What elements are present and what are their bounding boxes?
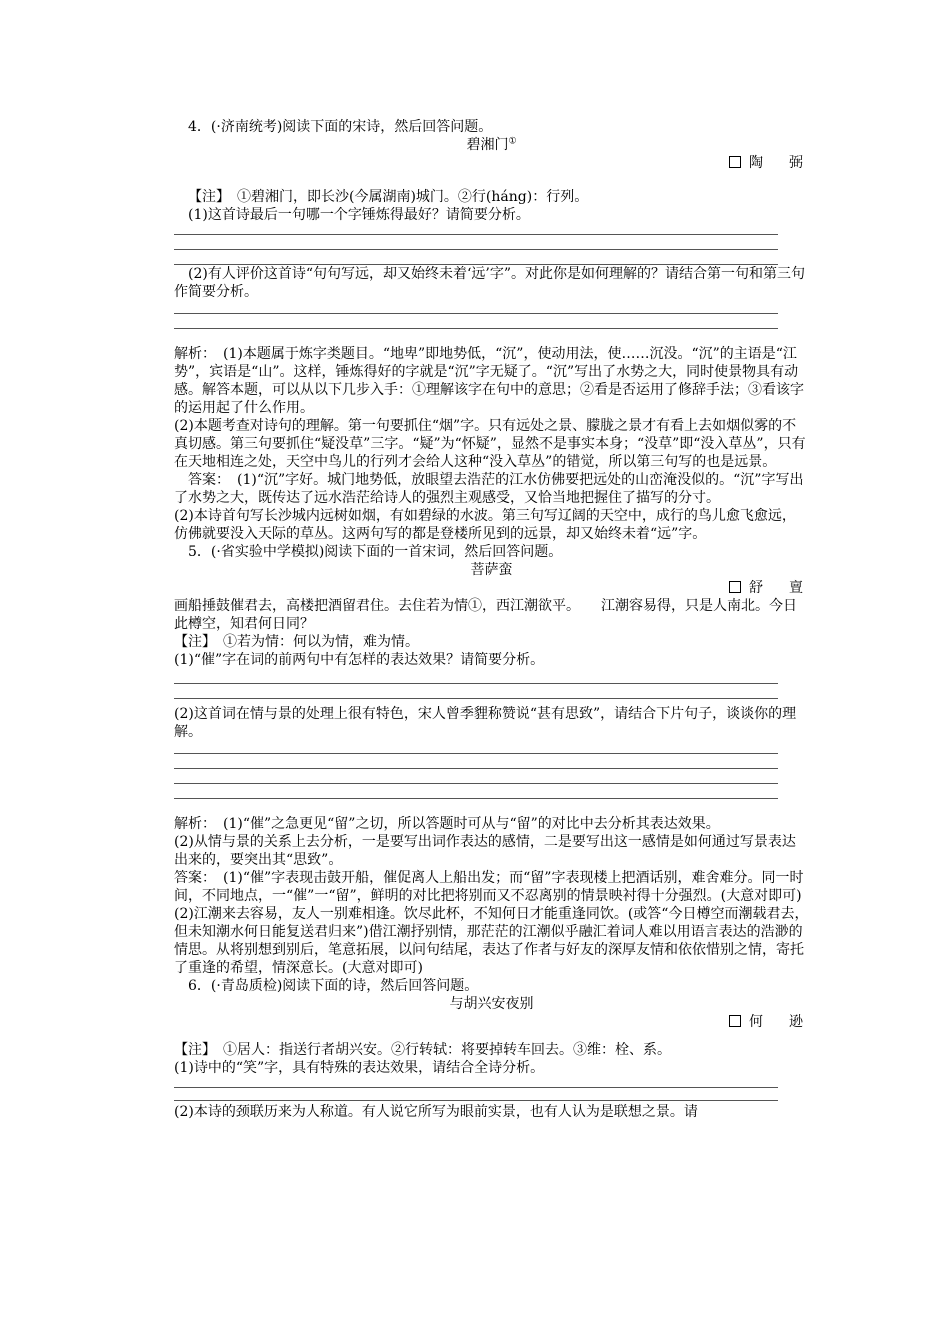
q5-poem-title: 菩萨蛮 bbox=[470, 562, 513, 578]
answer-line[interactable] bbox=[174, 683, 778, 684]
answer-line[interactable] bbox=[174, 783, 778, 784]
q5-note: 【注】 ①若为情：何以为情，难为情。 bbox=[174, 634, 419, 650]
author-box-icon bbox=[729, 581, 741, 593]
q6-poem-title: 与胡兴安夜别 bbox=[449, 996, 534, 1012]
q6-intro: 6．(·青岛质检)阅读下面的诗，然后回答问题。 bbox=[188, 978, 479, 994]
q5-answer2: (2)江潮来去容易，友人一别难相逢。饮尽此杯，不知何日才能重逢同饮。(或答“今日樽空而潮载君去，但未知潮水何日能复送君归来”)借江潮抒别情，那茫茫的江潮似乎融汇着词人难以用语言表达的浩渺的情思。从将别想到别后，笔意拓展，以问句结尾，表达了作者与好友的深厚友情和依依惜别之情，寄托了重逢的希望，情深意长。(大意对即可) bbox=[174, 906, 809, 976]
q5-poem: 画船捶鼓催君去，高楼把酒留君住。去住若为情①，西江潮欲平。 江潮容易得，只是人南北。今日此樽空，知君何日同？ bbox=[174, 598, 797, 632]
answer-line[interactable] bbox=[174, 313, 778, 314]
q5-answer1: 答案： (1)“催”字表现击鼓开船，催促离人上船出发；而“留”字表现楼上把酒话别，难舍难分。同一时间，不同地点，一“催”一“留”，鲜明的对比把将别而又不忍离别的情景映衬得十分强烈。(大意对即可) bbox=[174, 870, 804, 904]
answer-line[interactable] bbox=[174, 1100, 778, 1101]
q4-note: 【注】 ①碧湘门，即长沙(今属湖南)城门。②行(háng)：行列。 bbox=[188, 189, 589, 205]
q6-sub1: (1)诗中的“笑”字，具有特殊的表达效果，请结合全诗分析。 bbox=[174, 1060, 545, 1076]
answer-line[interactable] bbox=[174, 753, 778, 754]
q4-author: 陶 弼 bbox=[174, 154, 809, 172]
q4-analysis2: (2)本题考查对诗句的理解。第一句要抓住“烟”字。只有远处之景、朦胧之景才有看上去如烟似雾的不真切感。第三句要抓住“疑没草”三字。“疑”为“怀疑”，显然不是事实本身；“没草”即“没入草丛”，只有在天地相连之处，天空中鸟儿的行列才会给人这种“没入草丛”的错觉，所以第三句写的也是远景。 bbox=[174, 418, 806, 470]
q5-sub1: (1)“催”字在词的前两句中有怎样的表达效果？请简要分析。 bbox=[174, 652, 545, 668]
q4-poem-title: 碧湘门① bbox=[466, 136, 517, 153]
answer-line[interactable] bbox=[174, 249, 778, 250]
q4-analysis1: 解析： (1)本题属于炼字类题目。“地卑”即地势低，“沉”，使动用法，使……沉没。“沉”的主语是“江势”，宾语是“山”。这样，锤炼得好的字就是“沉”字无疑了。“沉”写出了水势之大，同时使景物具有动感。解答本题，可以从以下几步入手：①理解该字在句中的意思；②看是否运用了修辞手法；③看该字的运用起了什么作用。 bbox=[174, 346, 804, 416]
q5-analysis2: (2)从情与景的关系上去分析，一是要写出词作表达的感情，二是要写出这一感情是如何通过写景表达出来的，要突出其“思致”。 bbox=[174, 834, 796, 868]
author-box-icon bbox=[729, 1015, 741, 1027]
author-box-icon bbox=[729, 156, 741, 168]
q5-analysis1: 解析： (1)“催”之急更见“留”之切，所以答题时可从与“留”的对比中去分析其表达效果。 bbox=[174, 816, 720, 832]
q6-author: 何 逊 bbox=[174, 1013, 809, 1031]
q4-sub2: (2)有人评价这首诗“句句写远，却又始终未着‘远’字”。对此你是如何理解的？请结合第一句和第三句作简要分析。 bbox=[174, 266, 806, 300]
answer-line[interactable] bbox=[174, 698, 778, 699]
q6-note: 【注】 ①居人：指送行者胡兴安。②行转轼：将要掉转车回去。③维：栓、系。 bbox=[174, 1042, 671, 1058]
q5-intro: 5．(·省实验中学模拟)阅读下面的一首宋词，然后回答问题。 bbox=[188, 544, 563, 560]
document-page bbox=[174, 118, 809, 1121]
q6-sub2: (2)本诗的颈联历来为人称道。有人说它所写为眼前实景，也有人认为是联想之景。请 bbox=[174, 1104, 698, 1120]
q4-answer2: (2)本诗首句写长沙城内远树如烟，有如碧绿的水波。第三句写辽阔的天空中，成行的鸟儿愈飞愈远，仿佛就要没入天际的草丛。这两句写的都是登楼所见到的远景，却又始终未着“远”字。 bbox=[174, 508, 796, 542]
q5-sub2: (2)这首词在情与景的处理上很有特色，宋人曾季貍称赞说“甚有思致”，请结合下片句子，谈谈你的理解。 bbox=[174, 706, 797, 740]
q4-sub1: (1)这首诗最后一句哪一个字锤炼得最好？请简要分析。 bbox=[188, 207, 530, 223]
answer-line[interactable] bbox=[174, 768, 778, 769]
q5-author: 舒 亶 bbox=[174, 579, 809, 597]
answer-line[interactable] bbox=[174, 234, 778, 235]
answer-line[interactable] bbox=[174, 1087, 778, 1088]
q4-intro: 4．(·济南统考)阅读下面的宋诗，然后回答问题。 bbox=[188, 119, 493, 135]
q4-answer1: 答案： (1)“沉”字好。城门地势低，放眼望去浩茫的江水仿佛要把远处的山峦淹没似的。“沉”字写出了水势之大，既传达了远水浩茫给诗人的强烈主观感受，又恰当地把握住了描写的分寸。 bbox=[174, 472, 804, 506]
